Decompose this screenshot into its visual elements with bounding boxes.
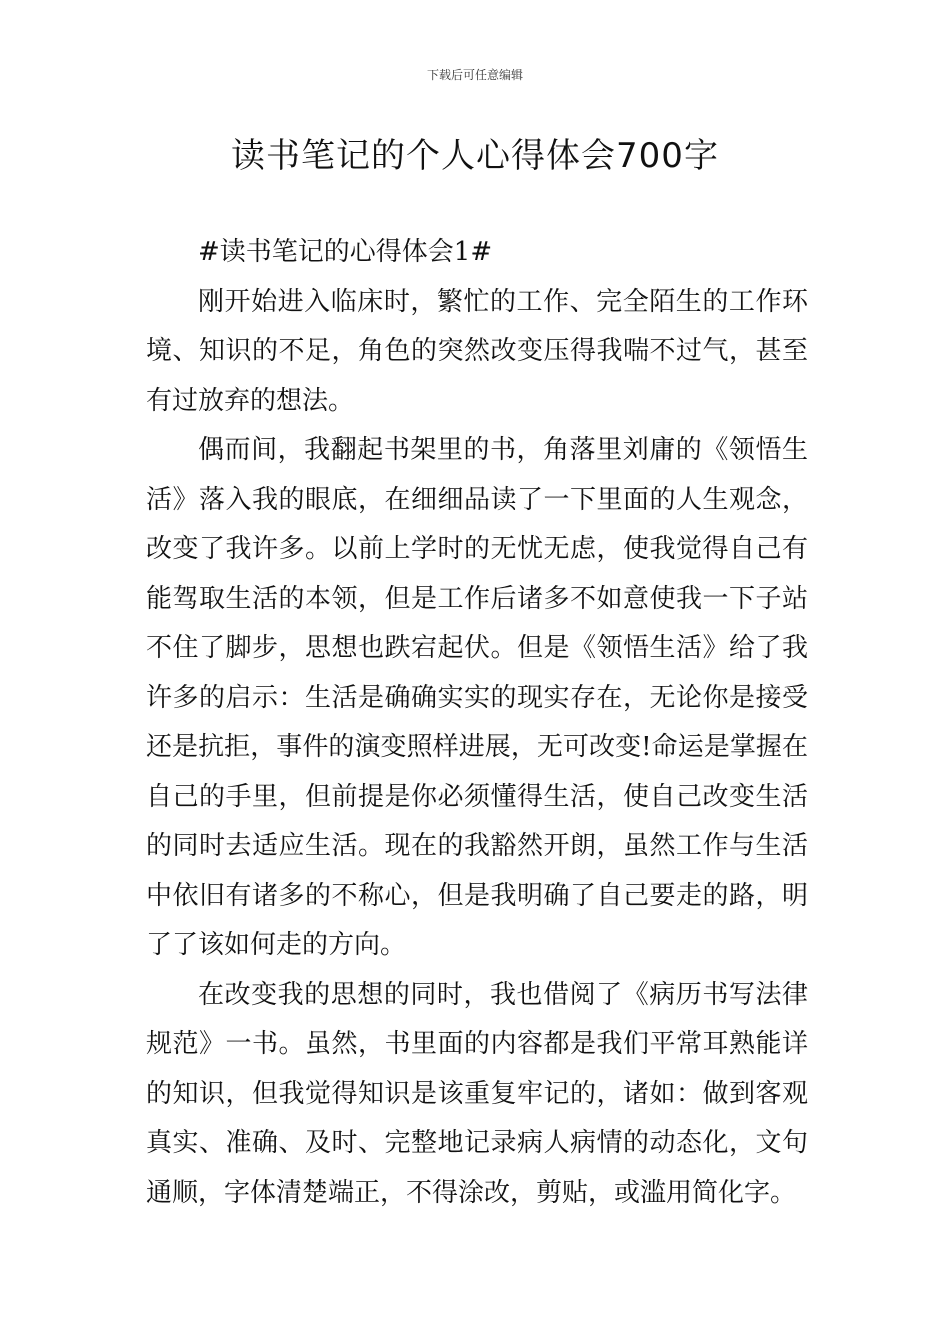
- paragraph: 偶而间，我翻起书架里的书，角落里刘庸的《领悟生活》落入我的眼底，在细细品读了一下里面的人生观念，改变了我许多。以前上学时的无忧无虑，使我觉得自己有能驾取生活的本领，但是工作后诸多不如意使我一下子站不住了脚步，思想也跌宕起伏。但是《领悟生活》给了我许多的启示：生活是确确实实的现实存在，无论你是接受还是抗拒，事件的演变照样进展，无可改变!命运是掌握在自己的手里，但前提是你必须懂得生活，使自己改变生活的同时去适应生活。现在的我豁然开朗，虽然工作与生活中依旧有诸多的不称心，但是我明确了自己要走的路，明了了该如何走的方向。: [146, 435, 808, 960]
- document-body: [146, 228, 808, 1218]
- paragraph: 在改变我的思想的同时，我也借阅了《病历书写法律规范》一书。虽然，书里面的内容都是我们平常耳熟能详的知识，但我觉得知识是该重复牢记的，诸如：做到客观真实、准确、及时、完整地记录病人病情的动态化，文句通顺，字体清楚端正，不得涂改，剪贴，或滥用简化字。: [146, 979, 808, 1208]
- section-heading: #读书笔记的心得体会1#: [198, 237, 493, 267]
- header-note: 下载后可任意编辑: [426, 68, 523, 82]
- paragraph: 刚开始进入临床时，繁忙的工作、完全陌生的工作环境、知识的不足，角色的突然改变压得我喘不过气，甚至有过放弃的想法。: [146, 286, 808, 416]
- document-title: 读书笔记的个人心得体会700字: [231, 136, 719, 176]
